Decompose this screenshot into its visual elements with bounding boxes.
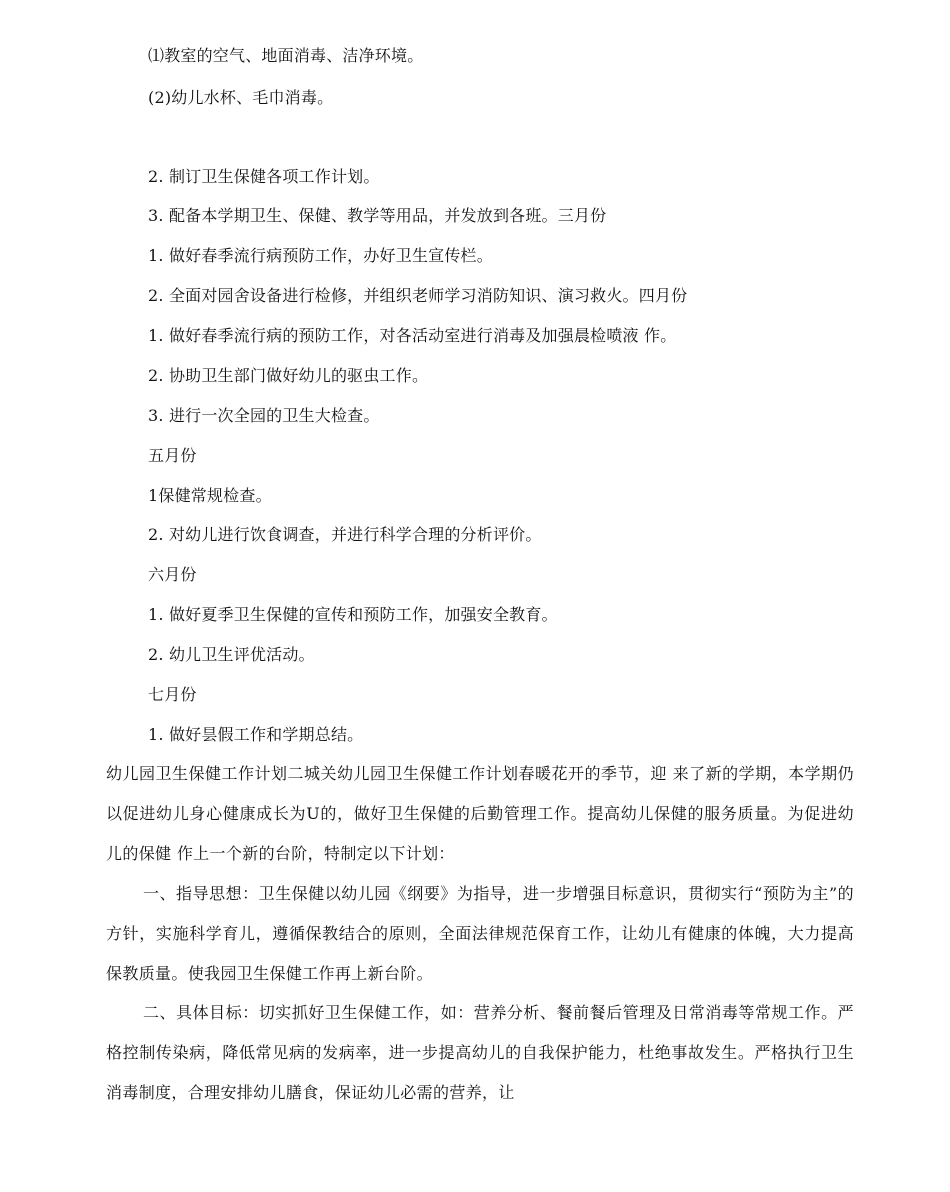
text-line: 3. 配备本学期卫生、保健、教学等用品，并发放到各班。三月份 — [148, 206, 607, 225]
text-line: ⑴教室的空气、地面消毒、洁净环境。 — [148, 46, 424, 65]
text-line: 1. 做好春季流行病预防工作，办好卫生宣传栏。 — [148, 246, 493, 265]
text-line: 2. 幼儿卫生评优活动。 — [148, 645, 315, 664]
section-heading: 五月份 — [148, 446, 197, 465]
text-line: 2. 制订卫生保健各项工作计划。 — [148, 167, 380, 186]
body-paragraph: 幼儿园卫生保健工作计划二城关幼儿园卫生保健工作计划春暖花开的季节，迎 来了新的学期，本学期仍以促进幼儿身心健康成长为U的，做好卫生保健的后勤管理工作。提高幼儿保健的服务质量。为促进幼儿的保健 作上一个新的台阶，特制定以下计划： — [106, 764, 854, 863]
text-line: 2. 对幼儿进行饮食调查，并进行科学合理的分析评价。 — [148, 525, 542, 544]
text-line: 1. 做好昙假工作和学期总结。 — [148, 725, 364, 744]
text-line: 3. 进行一次全园的卫生大检查。 — [148, 406, 380, 425]
body-paragraph: 一、指导思想：卫生保健以幼儿园《纲要》为指导，进一步增强目标意识，贯彻实行“预防为主”的方针，实施科学育儿，遵循保教结合的原则，全面法律规范保育工作，让幼儿有健康的体魄，大力提高保教质量。使我园卫生保健工作再上新台阶。 — [106, 884, 854, 983]
section-heading: 六月份 — [148, 565, 197, 584]
text-line: 2. 全面对园舍设备进行检修，并组织老师学习消防知识、演习救火。四月份 — [148, 286, 688, 305]
text-line: 1. 做好春季流行病的预防工作，对各活动室进行消毒及加强晨检喷液 作。 — [148, 326, 677, 345]
body-paragraph: 二、具体目标：切实抓好卫生保健工作，如：营养分析、餐前餐后管理及日常消毒等常规工作。严格控制传染病，降低常见病的发病率，进一步提高幼儿的自我保护能力，杜绝事故发生。严格执行卫生消毒制度，合理安排幼儿膳食，保证幼儿必需的营养，让 — [106, 1003, 854, 1102]
text-line: 2. 协助卫生部门做好幼儿的驱虫工作。 — [148, 366, 429, 385]
text-line: (2)幼儿水杯、毛巾消毒。 — [148, 88, 334, 107]
text-line: 1. 做好夏季卫生保健的宣传和预防工作，加强安全教育。 — [148, 605, 558, 624]
section-heading: 七月份 — [148, 685, 197, 704]
text-line: 1保健常规检查。 — [148, 486, 272, 505]
